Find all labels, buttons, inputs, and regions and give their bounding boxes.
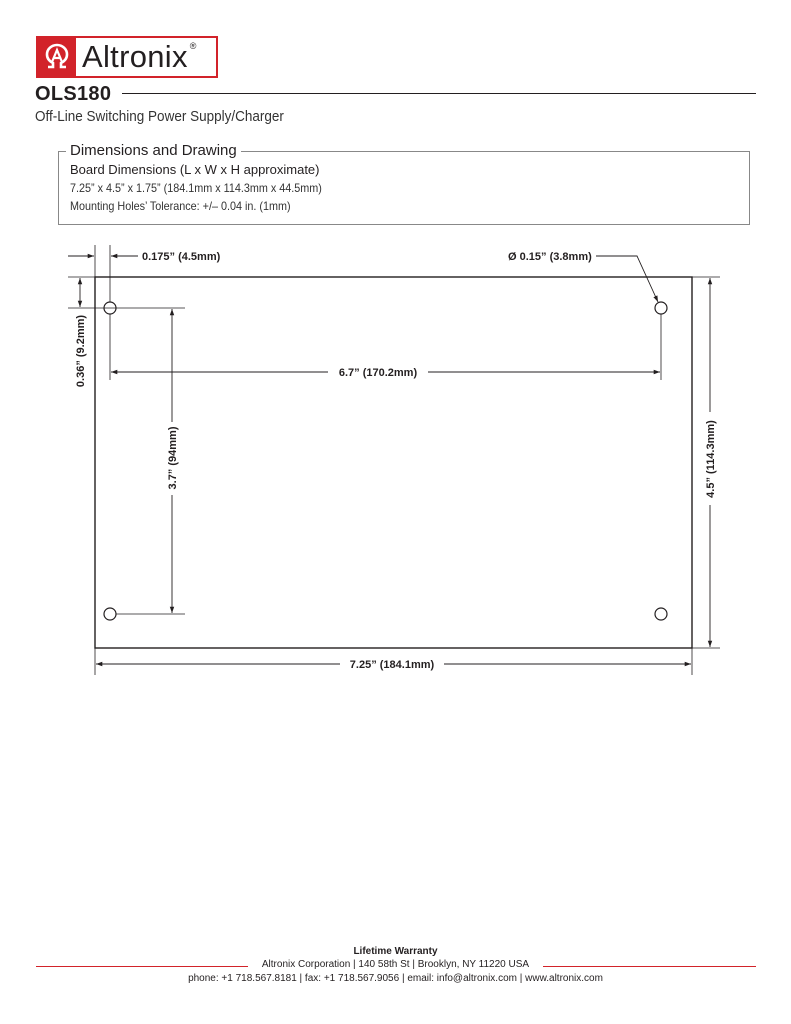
mounting-hole-bottom-left bbox=[104, 608, 116, 620]
label-hole-spacing-y: 3.7” (94mm) bbox=[167, 426, 179, 490]
brand-name: Altronix bbox=[82, 39, 188, 74]
label-board-height: 4.5” (114.3mm) bbox=[705, 420, 717, 498]
label-hole-offset-x: 0.175” (4.5mm) bbox=[142, 251, 221, 263]
model-title: OLS180 bbox=[35, 83, 112, 105]
board-outline bbox=[95, 277, 692, 648]
registered-mark: ® bbox=[189, 41, 197, 51]
mounting-hole-top-right bbox=[655, 302, 667, 314]
section-heading: Dimensions and Drawing bbox=[66, 142, 241, 159]
warranty-heading: Lifetime Warranty bbox=[353, 946, 438, 957]
mounting-hole-bottom-right bbox=[655, 608, 667, 620]
label-hole-diameter: Ø 0.15” (3.8mm) bbox=[508, 251, 592, 263]
company-address: Altronix Corporation | 140 58th St | Brooklyn, NY 11220 USA bbox=[261, 959, 530, 970]
label-hole-offset-y: 0.36” (9.2mm) bbox=[75, 314, 87, 388]
product-subtitle: Off-Line Switching Power Supply/Charger bbox=[35, 108, 284, 125]
mounting-tolerance: Mounting Holes’ Tolerance: +/– 0.04 in. (1mm) bbox=[70, 199, 291, 213]
label-hole-spacing-x: 6.7” (170.2mm) bbox=[338, 367, 418, 379]
board-dimensions-value: 7.25” x 4.5” x 1.75” (184.1mm x 114.3mm x 44.5mm) bbox=[70, 181, 322, 195]
contact-info: phone: +1 718.567.8181 | fax: +1 718.567.9056 | email: info@altronix.com | www.altronix.com bbox=[188, 973, 603, 984]
label-board-width: 7.25” (184.1mm) bbox=[349, 659, 435, 671]
hole-diameter-leader bbox=[596, 256, 658, 302]
board-dimensions-label: Board Dimensions (L x W x H approximate) bbox=[70, 162, 320, 177]
